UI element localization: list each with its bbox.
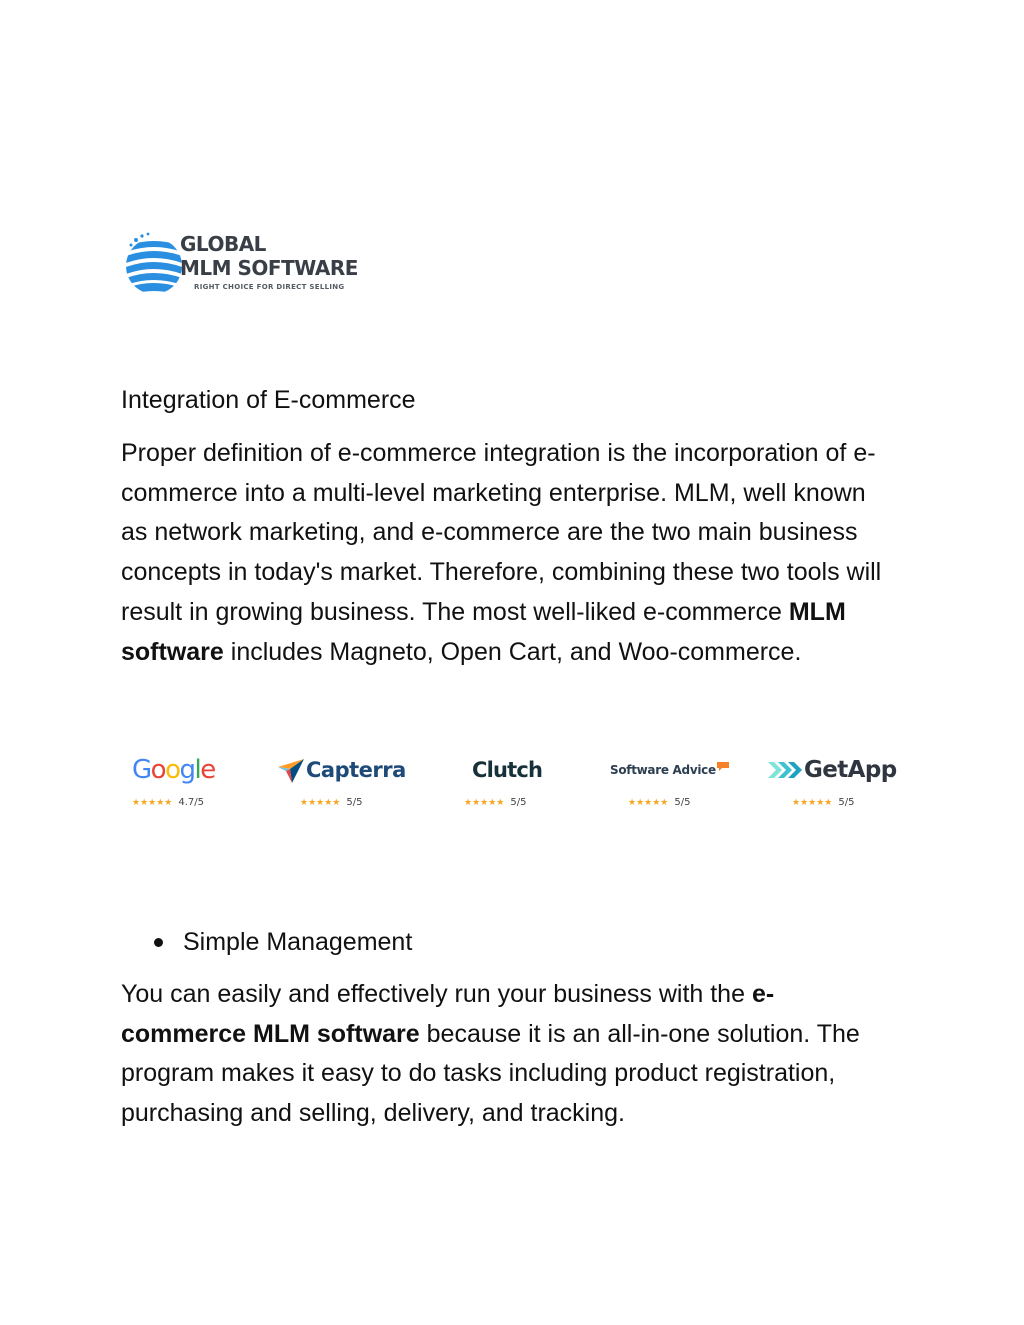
mlm-software-link[interactable]: MLM software — [121, 597, 846, 666]
rating-score: 5/5 — [510, 797, 527, 808]
logo-text-line1: GLOBAL — [180, 232, 266, 256]
rating-google — [132, 752, 282, 822]
capterra-brand: Capterra — [306, 758, 406, 782]
star-rating-icon: ★★★★★ — [464, 798, 505, 808]
section-ecommerce-integration — [121, 380, 891, 672]
star-rating-icon: ★★★★★ — [792, 798, 833, 808]
rating-capterra — [278, 752, 428, 822]
logo-tagline: RIGHT CHOICE FOR DIRECT SELLING — [194, 283, 345, 291]
paragraph-text: Proper definition of e-commerce integration is the incorporation of e-commerce into a multi-level marketing enterprise. MLM, well known as network marketing, and e-commerce are the two main business concepts in today's market. Therefore, combining these two tools will result in growing business. The most well-liked e-commerce — [121, 439, 882, 626]
bullet-item — [152, 922, 412, 962]
software-advice-logo — [610, 752, 729, 788]
section-paragraph — [121, 434, 891, 672]
company-logo — [124, 228, 374, 306]
paragraph-text-end: because it is an all-in-one solution. The program makes it easy to do tasks including product registration, purchasing and selling, delivery, and tracking. — [121, 1019, 860, 1128]
logo-text-line2: MLM SOFTWARE — [180, 256, 358, 280]
rating-score: 5/5 — [838, 797, 855, 808]
getapp-logo — [768, 752, 897, 788]
speech-bubble-icon — [717, 762, 729, 772]
getapp-brand: GetApp — [804, 757, 897, 783]
capterra-logo — [278, 752, 406, 788]
getapp-chevrons-icon — [768, 760, 802, 780]
ratings-strip — [124, 752, 914, 822]
section-paragraph — [121, 975, 891, 1134]
capterra-arrow-icon — [278, 757, 304, 783]
paragraph-text-end: includes Magneto, Open Cart, and Woo-commerce. — [223, 637, 802, 666]
rating-getapp — [768, 752, 918, 822]
star-rating-icon: ★★★★★ — [300, 798, 341, 808]
google-logo: Google — [132, 755, 215, 785]
rating-score: 4.7/5 — [178, 797, 204, 808]
clutch-logo — [472, 752, 542, 788]
section-simple-management — [121, 975, 891, 1134]
rating-clutch — [464, 752, 622, 822]
section-heading: Integration of E-commerce — [121, 386, 416, 414]
bullet-text: Simple Management — [183, 928, 413, 956]
ecommerce-mlm-software-link[interactable]: e-commerce MLM software — [121, 980, 775, 1048]
star-rating-icon: ★★★★★ — [132, 798, 173, 808]
bullet-icon — [154, 938, 163, 947]
rating-software-advice — [610, 752, 760, 822]
globe-icon — [124, 230, 184, 300]
star-rating-icon: ★★★★★ — [628, 798, 669, 808]
rating-score: 5/5 — [346, 797, 363, 808]
software-advice-brand: Software Advice — [610, 763, 716, 777]
clutch-brand: Clutch — [472, 758, 543, 782]
rating-score: 5/5 — [674, 797, 691, 808]
paragraph-text: You can easily and effectively run your business with the — [121, 980, 752, 1008]
